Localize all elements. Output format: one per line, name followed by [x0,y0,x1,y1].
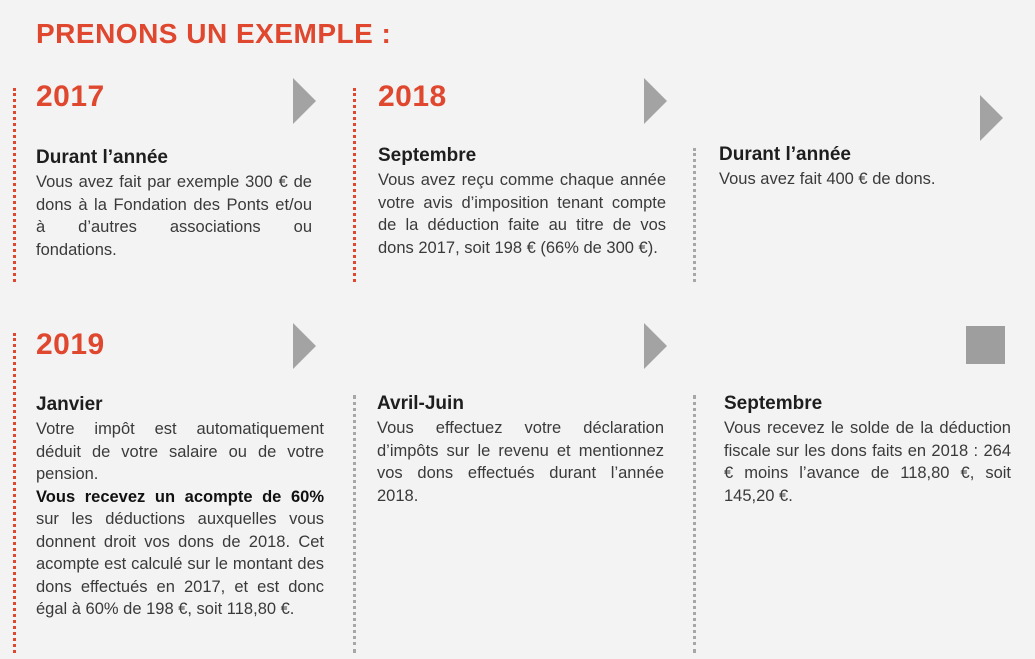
block-text [36,418,324,621]
block-heading: Avril-Juin [377,393,464,414]
block-2019-janvier [36,393,324,621]
block-heading: Durant l’année [719,144,851,165]
block-heading: Septembre [378,145,477,166]
arrow-right-icon [293,78,316,124]
block-2017-durant-annee [36,146,312,261]
block-heading: Janvier [36,394,103,415]
stop-square-icon [966,326,1005,364]
timeline-dots-2017 [13,88,16,282]
year-2019: 2019 [36,328,105,361]
block-text: Vous avez reçu comme chaque année votre avis d’imposition tenant compte de la déduction faite au titre de vos dons 2017, soit 198 € (66% de 300 €). [378,171,666,257]
year-2018: 2018 [378,80,447,113]
timeline-dots-avril-juin [353,395,356,653]
block-text-bold: Vous recevez un acompte de 60% [36,487,324,506]
block-2019-septembre [724,392,1011,507]
block-text: Vous recevez le solde de la déduction fiscale sur les dons faits en 2018 : 264 € moins l’avance de 118,80 €, soit 145,20 €. [724,419,1011,505]
block-heading: Durant l’année [36,147,168,168]
arrow-right-icon [644,78,667,124]
block-text-part1: Votre impôt est automatiquement déduit de votre salaire ou de votre pension. [36,420,324,483]
timeline-dots-2019 [13,333,16,653]
arrow-right-icon [644,323,667,369]
year-2017: 2017 [36,80,105,113]
timeline-dots-septembre [693,395,696,653]
timeline-dots-2018-grey [693,148,696,282]
block-text: Vous effectuez votre déclaration d’impôts sur le revenu et mentionnez vos dons effectués durant l’année 2018. [377,419,664,505]
block-text: Vous avez fait par exemple 300 € de dons à la Fondation des Ponts et/ou à d’autres associations ou fondations. [36,173,312,259]
timeline-dots-2018 [353,88,356,282]
arrow-right-icon [293,323,316,369]
arrow-right-icon [980,95,1003,141]
block-heading: Septembre [724,393,823,414]
block-2018-durant-annee [719,143,1009,191]
block-2019-avril-juin [377,392,664,507]
block-text: Vous avez fait 400 € de dons. [719,170,936,188]
page-title: PRENONS UN EXEMPLE : [36,18,392,49]
block-2018-septembre [378,144,666,259]
block-text-part2: sur les déductions auxquelles vous donnent droit vos dons de 2018. Cet acompte est calculé sur le montant des dons effectués en 2017, et est donc égal à 60% de 198 €, soit 118,80 €. [36,510,324,618]
